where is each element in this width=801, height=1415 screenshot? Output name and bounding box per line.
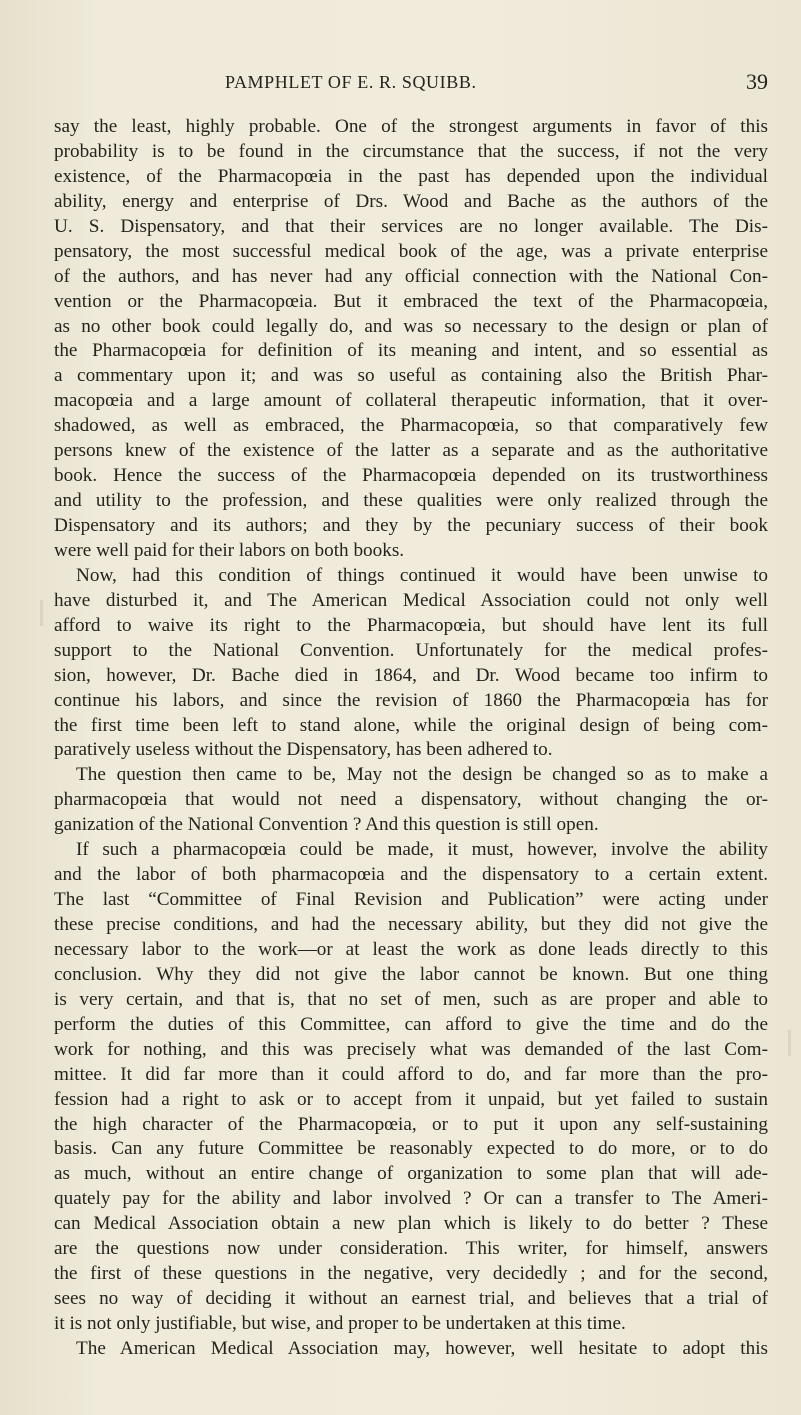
text-line: vention or the Pharmacopœia. But it embraced the text of the Pharmacopœia, bbox=[54, 290, 768, 312]
text-line: afford to waive its right to the Pharmacopœia, but should have lent its full bbox=[54, 614, 768, 636]
text-line: the high character of the Pharmacopœia, or to put it upon any self-sustaining bbox=[54, 1113, 768, 1135]
margin-smudge bbox=[40, 600, 43, 626]
text-line: paratively useless without the Dispensatory, has been adhered to. bbox=[54, 739, 553, 761]
text-line: are the questions now under consideration. This writer, for himself, answers bbox=[54, 1238, 768, 1260]
running-head bbox=[54, 69, 768, 96]
text-line: book. Hence the success of the Pharmacopœia depended on its trustworthiness bbox=[54, 465, 768, 487]
text-line: can Medical Association obtain a new plan which is likely to do better ? These bbox=[54, 1213, 768, 1235]
text-line: pharmacopœia that would not need a dispensatory, without changing the or- bbox=[54, 789, 768, 811]
text-line: were well paid for their labors on both books. bbox=[54, 539, 405, 561]
text-line: sees no way of deciding it without an earnest trial, and believes that a trial of bbox=[54, 1288, 768, 1310]
text-line: shadowed, as well as embraced, the Pharmacopœia, so that comparatively few bbox=[54, 415, 768, 437]
text-line: and utility to the profession, and these qualities were only realized through the bbox=[54, 490, 768, 512]
text-line: fession had a right to ask or to accept from it unpaid, but yet failed to sustain bbox=[54, 1088, 768, 1110]
text-line: basis. Can any future Committee be reasonably expected to do more, or to do bbox=[54, 1138, 768, 1160]
text-line: the first time been left to stand alone, while the original design of being com- bbox=[54, 714, 768, 736]
text-line: perform the duties of this Committee, can afford to give the time and do the bbox=[54, 1013, 768, 1035]
text-line: these precise conditions, and had the necessary ability, but they did not give the bbox=[54, 914, 768, 935]
paragraph-start-line: The question then came to be, May not the design be changed so as to make a bbox=[76, 764, 768, 786]
running-title: PAMPHLET OF E. R. SQUIBB. bbox=[225, 72, 477, 92]
text-line: it is not only justifiable, but wise, and proper to be undertaken at this time. bbox=[54, 1313, 626, 1334]
text-line: the first of these questions in the negative, very decidedly ; and for the second, bbox=[54, 1263, 768, 1285]
text-line: as no other book could legally do, and was so necessary to the design or plan of bbox=[54, 315, 768, 337]
text-line: the Pharmacopœia for definition of its meaning and intent, and so essential as bbox=[54, 340, 768, 362]
text-line: ability, energy and enterprise of Drs. Wood and Bache as the authors of the bbox=[54, 190, 768, 212]
body-text bbox=[54, 115, 768, 1362]
text-line: sion, however, Dr. Bache died in 1864, and Dr. Wood became too infirm to bbox=[54, 664, 768, 686]
text-line: necessary labor to the work—or at least the work as done leads directly to this bbox=[54, 938, 768, 960]
paragraph-start-line: Now, had this condition of things continued it would have been unwise to bbox=[76, 564, 768, 586]
text-line: probability is to be found in the circumstance that the success, if not the very bbox=[54, 140, 768, 162]
text-line: a commentary upon it; and was so useful as containing also the British Phar- bbox=[54, 365, 768, 387]
text-line: ganization of the National Convention ? And this question is still open. bbox=[54, 814, 599, 836]
text-line: existence, of the Pharmacopœia in the past has depended upon the individual bbox=[54, 165, 768, 187]
text-line: and the labor of both pharmacopœia and the dispensatory to a certain extent. bbox=[54, 864, 768, 886]
paragraph-start-line: The American Medical Association may, however, well hesitate to adopt this bbox=[76, 1337, 768, 1359]
text-line: as much, without an entire change of organization to some plan that will ade- bbox=[54, 1163, 768, 1185]
text-line: of the authors, and has never had any official connection with the National Con- bbox=[54, 265, 768, 287]
text-line: The last “Committee of Final Revision and Publication” were acting under bbox=[54, 889, 768, 911]
text-line: conclusion. Why they did not give the labor cannot be known. But one thing bbox=[54, 963, 768, 985]
text-line: quately pay for the ability and labor involved ? Or can a transfer to The Ameri- bbox=[54, 1188, 768, 1210]
text-line: macopœia and a large amount of collateral therapeutic information, that it over- bbox=[54, 390, 768, 412]
text-line: mittee. It did far more than it could afford to do, and far more than the pro- bbox=[54, 1063, 768, 1085]
margin-smudge bbox=[788, 1030, 791, 1056]
text-line: Dispensatory and its authors; and they by the pecuniary success of their book bbox=[54, 515, 768, 536]
text-line: work for nothing, and this was precisely what was demanded of the last Com- bbox=[54, 1038, 768, 1060]
text-line: say the least, highly probable. One of the strongest arguments in favor of this bbox=[54, 116, 768, 137]
text-line: pensatory, the most successful medical book of the age, was a private enterprise bbox=[54, 240, 768, 262]
paragraph-start-line: If such a pharmacopœia could be made, it must, however, involve the ability bbox=[76, 839, 768, 861]
text-line: persons knew of the existence of the latter as a separate and as the authoritative bbox=[54, 440, 768, 462]
text-line: support to the National Convention. Unfortunately for the medical profes- bbox=[54, 639, 768, 661]
page-number: 39 bbox=[746, 69, 768, 94]
text-line: continue his labors, and since the revision of 1860 the Pharmacopœia has for bbox=[54, 689, 768, 711]
text-line: U. S. Dispensatory, and that their services are no longer available. The Dis- bbox=[54, 215, 768, 237]
text-line: is very certain, and that is, that no set of men, such as are proper and able to bbox=[54, 988, 768, 1010]
text-line: have disturbed it, and The American Medical Association could not only well bbox=[54, 589, 768, 611]
